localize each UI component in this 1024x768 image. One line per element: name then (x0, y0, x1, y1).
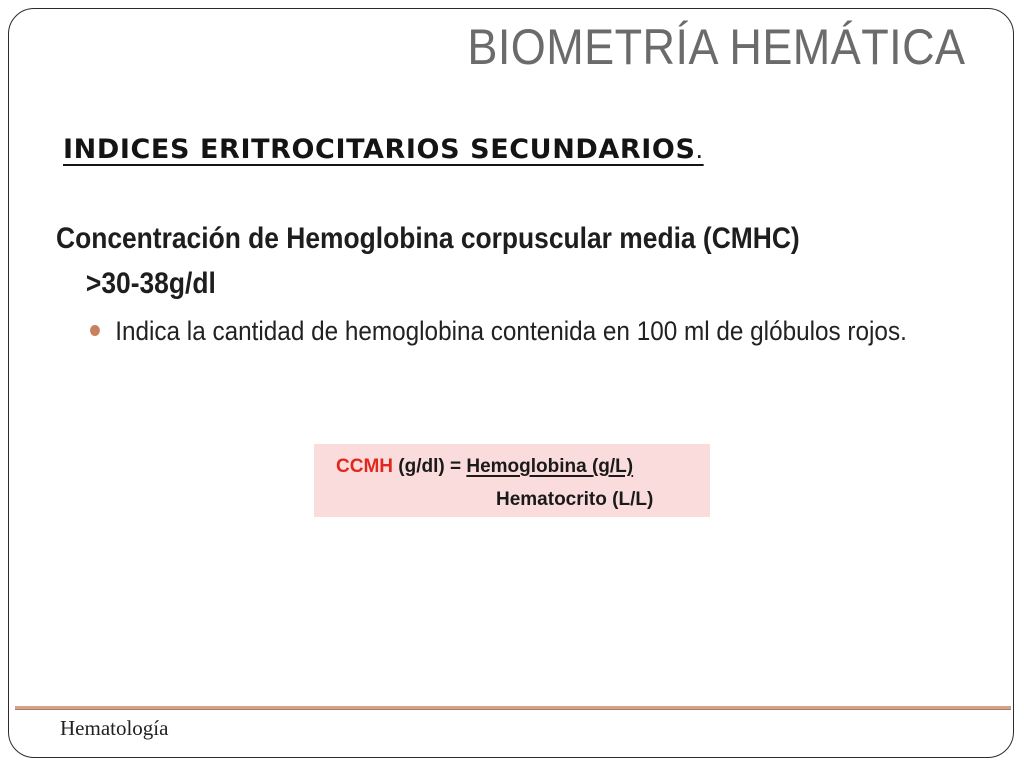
formula-lhs: (g/dl) = (393, 456, 467, 477)
section-heading-text: INDICES ERITROCITARIOS SECUNDARIOS (63, 134, 696, 165)
footer-label: Hematología (60, 716, 169, 740)
slide-title: BIOMETRÍA HEMÁTICA (467, 19, 966, 75)
main-point (56, 216, 848, 306)
main-point-text: Concentración de Hemoglobina corpuscular media (CMHC) (56, 222, 800, 255)
section-heading-period: . (695, 134, 704, 164)
formula-line (336, 456, 633, 478)
main-point-range: >30-38g/dl (85, 267, 216, 300)
formula-image (314, 444, 710, 517)
formula-abbr: CCMH (336, 456, 393, 477)
footer-divider (15, 706, 1011, 710)
formula-numerator: Hemoglobina (g/L) (466, 456, 634, 477)
slide-frame (8, 8, 1014, 758)
formula-denominator: Hematocrito (L/L) (496, 489, 654, 510)
bullet-dot-icon (90, 325, 100, 336)
bullet-text: Indica la cantidad de hemoglobina contenida en 100 ml de glóbulos rojos. (115, 316, 907, 346)
section-heading (63, 134, 704, 165)
bullet-item (90, 310, 954, 352)
